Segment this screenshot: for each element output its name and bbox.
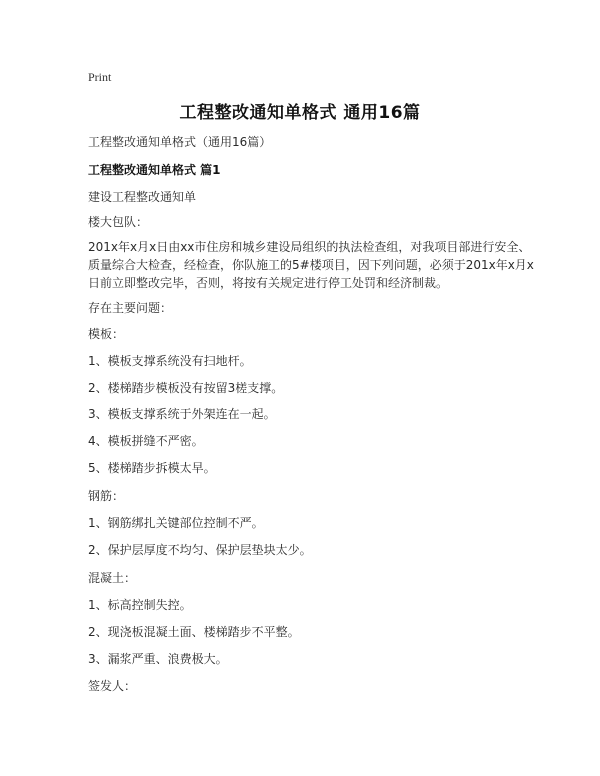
notice-title: 建设工程整改通知单 [88,190,197,204]
rebar-heading: 钢筋： [88,489,125,503]
list-item: 3、模板支撑系统于外架连在一起。 [88,407,276,421]
intro-line: 质量综合大检查，经检查，你队施工的5#楼项目，因下列问题，必须于201x年x月x [88,258,534,272]
list-item: 2、保护层厚度不均匀、保护层垫块太少。 [88,543,312,557]
intro-line: 日前立即整改完毕，否则，将按有关规定进行停工处罚和经济制裁。 [88,276,449,290]
issues-heading: 存在主要问题： [88,301,173,315]
signer-label: 签发人： [88,679,137,693]
list-item: 1、钢筋绑扎关键部位控制不严。 [88,516,264,530]
addressee: 楼大包队： [88,215,149,229]
list-item: 1、标高控制失控。 [88,598,192,612]
intro-paragraph [88,238,534,292]
list-item: 1、模板支撑系统没有扫地杆。 [88,354,252,368]
concrete-heading: 混凝土： [88,571,137,585]
list-item: 2、楼梯踏步模板没有按留3槎支撑。 [88,381,284,395]
list-item: 2、现浇板混凝土面、楼梯踏步不平整。 [88,625,300,639]
list-item: 3、漏浆严重、浪费极大。 [88,652,228,666]
page-title: 工程整改通知单格式 通用16篇 [179,103,421,123]
subtitle: 工程整改通知单格式（通用16篇） [88,135,272,149]
list-item: 5、楼梯踏步拆模太早。 [88,461,216,475]
print-label: Print [88,70,112,84]
formwork-heading: 模板： [88,327,125,341]
section-heading: 工程整改通知单格式 篇1 [88,163,221,177]
list-item: 4、模板拼缝不严密。 [88,434,204,448]
intro-line: 201x年x月x日由xx市住房和城乡建设局组织的执法检查组，对我项目部进行安全、 [88,240,531,254]
